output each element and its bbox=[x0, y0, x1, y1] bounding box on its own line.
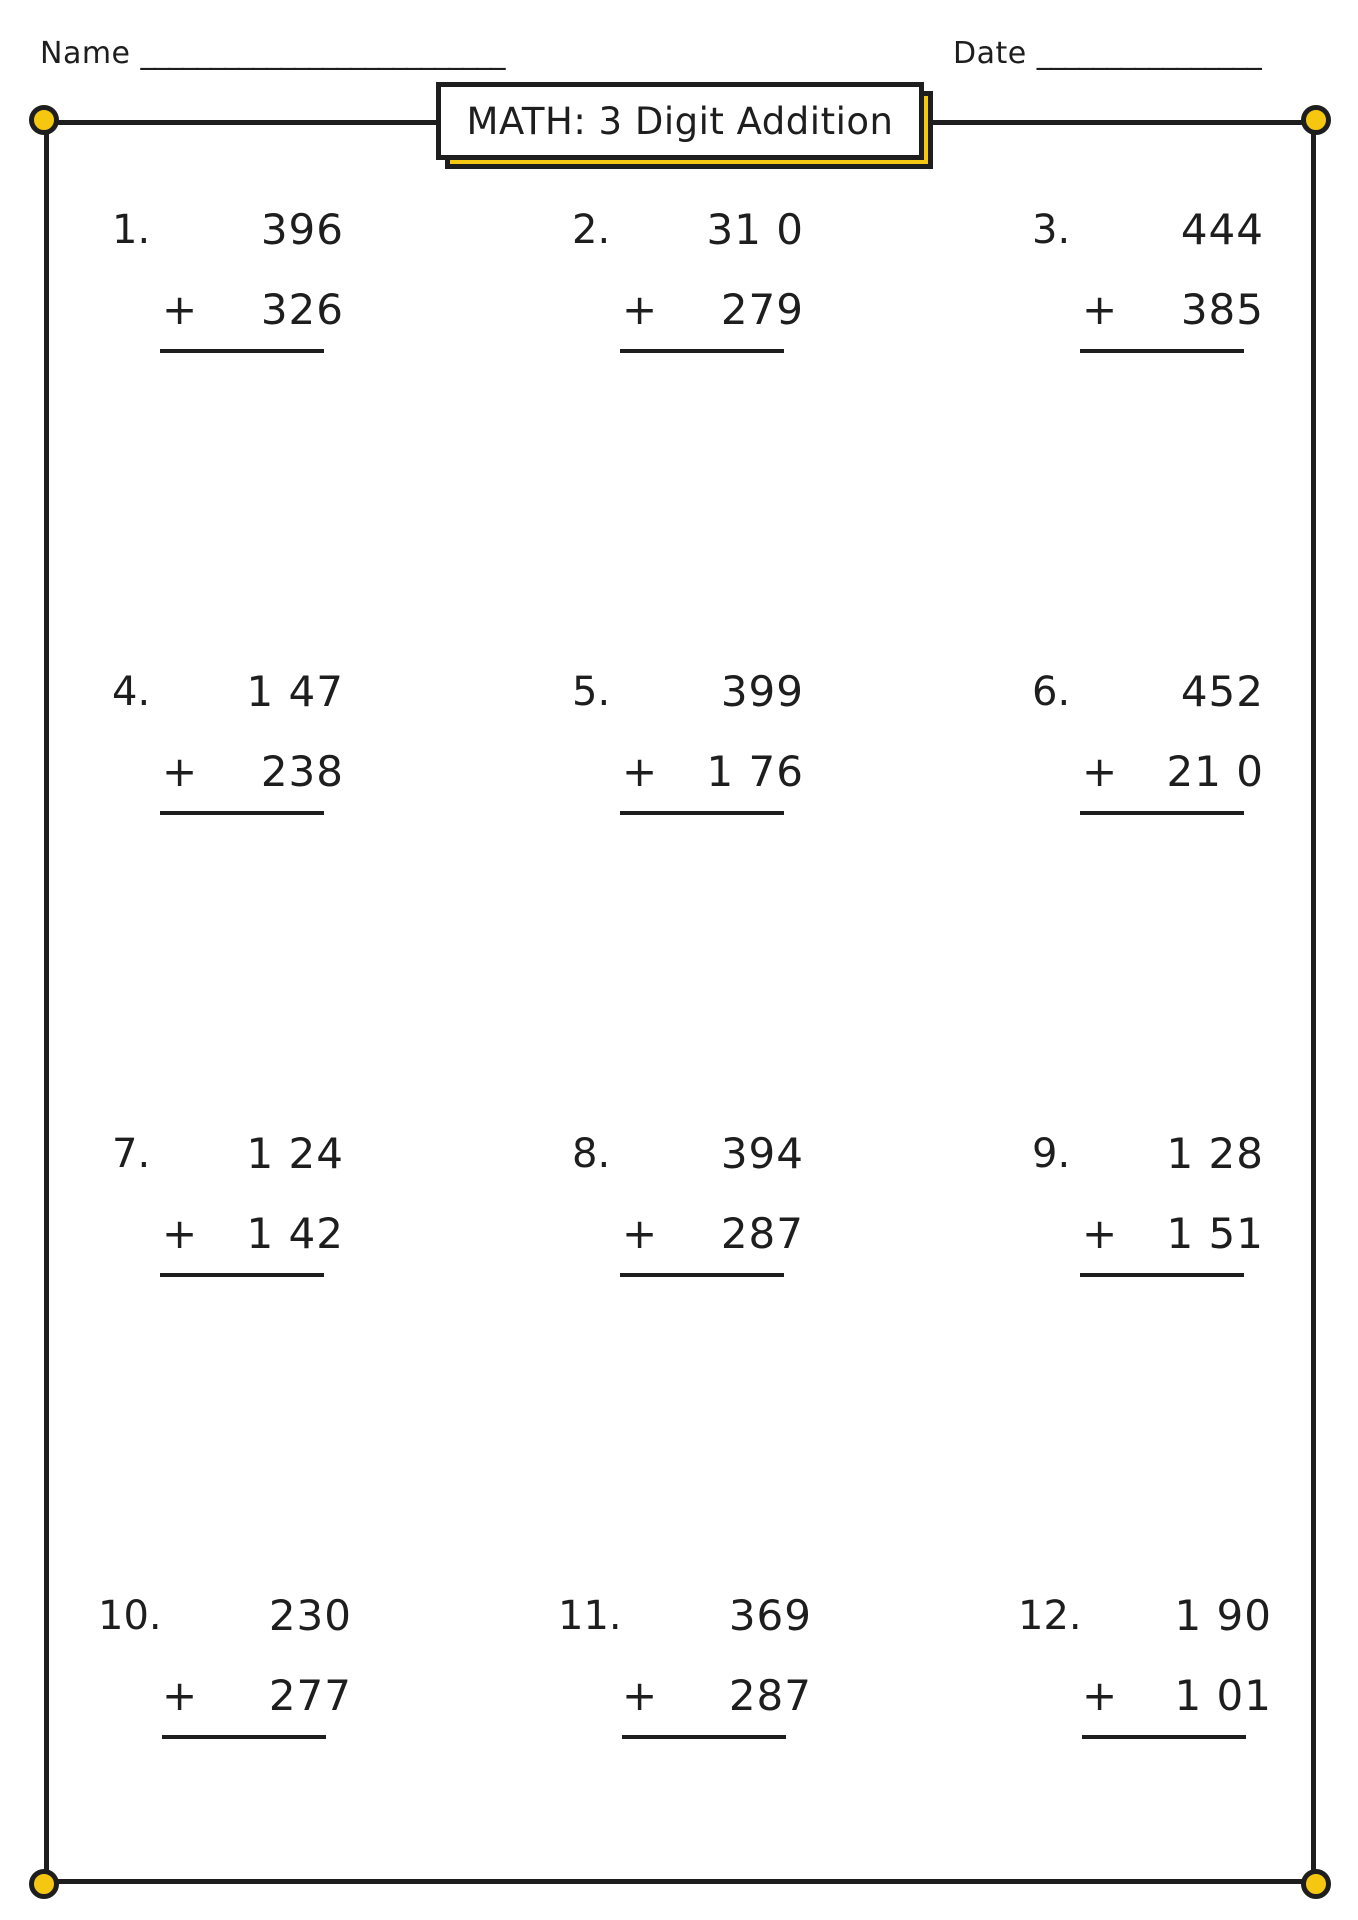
problem-number: 1. bbox=[112, 207, 151, 253]
problem-5 bbox=[572, 667, 848, 817]
bottom-addend: 287 bbox=[728, 1671, 812, 1720]
problem-number: 7. bbox=[112, 1131, 151, 1177]
problem-number: 5. bbox=[572, 669, 611, 715]
bottom-addend: 326 bbox=[260, 285, 344, 334]
problem-1 bbox=[112, 205, 388, 355]
problem-4 bbox=[112, 667, 388, 817]
problem-number: 12. bbox=[1018, 1593, 1082, 1639]
problem-10 bbox=[98, 1591, 388, 1741]
answer-line bbox=[1080, 1273, 1244, 1277]
top-addend: 1 28 bbox=[1166, 1129, 1264, 1178]
plus-sign: + bbox=[622, 1209, 658, 1258]
name-blank-line: __________________________ bbox=[140, 36, 505, 71]
top-addend: 369 bbox=[728, 1591, 812, 1640]
plus-sign: + bbox=[1082, 1671, 1118, 1720]
corner-dot-bottom-right bbox=[1301, 1869, 1331, 1899]
answer-line bbox=[622, 1735, 786, 1739]
problem-number: 9. bbox=[1032, 1131, 1071, 1177]
bottom-addend: 279 bbox=[720, 285, 804, 334]
top-addend: 1 24 bbox=[246, 1129, 344, 1178]
corner-dot-top-left bbox=[29, 105, 59, 135]
plus-sign: + bbox=[162, 1209, 198, 1258]
bottom-addend: 287 bbox=[720, 1209, 804, 1258]
bottom-addend: 385 bbox=[1180, 285, 1264, 334]
plus-sign: + bbox=[1082, 1209, 1118, 1258]
answer-line bbox=[620, 811, 784, 815]
corner-dot-bottom-left bbox=[29, 1869, 59, 1899]
answer-line bbox=[1080, 811, 1244, 815]
top-addend: 1 90 bbox=[1174, 1591, 1272, 1640]
answer-line bbox=[1080, 349, 1244, 353]
date-blank-line: ________________ bbox=[1036, 36, 1261, 71]
top-addend: 31 0 bbox=[706, 205, 804, 254]
bottom-addend: 1 01 bbox=[1174, 1671, 1272, 1720]
problem-number: 8. bbox=[572, 1131, 611, 1177]
problem-9 bbox=[1032, 1129, 1308, 1279]
answer-line bbox=[162, 1735, 326, 1739]
top-addend: 1 47 bbox=[246, 667, 344, 716]
bottom-addend: 1 42 bbox=[246, 1209, 344, 1258]
plus-sign: + bbox=[1082, 747, 1118, 796]
name-label: Name bbox=[40, 36, 131, 71]
problem-number: 11. bbox=[558, 1593, 622, 1639]
problem-number: 10. bbox=[98, 1593, 162, 1639]
top-addend: 394 bbox=[720, 1129, 804, 1178]
plus-sign: + bbox=[622, 285, 658, 334]
problem-8 bbox=[572, 1129, 848, 1279]
bottom-addend: 277 bbox=[268, 1671, 352, 1720]
answer-line bbox=[1082, 1735, 1246, 1739]
problem-11 bbox=[558, 1591, 848, 1741]
top-addend: 230 bbox=[268, 1591, 352, 1640]
problem-number: 3. bbox=[1032, 207, 1071, 253]
date-field bbox=[953, 30, 1261, 78]
plus-sign: + bbox=[1082, 285, 1118, 334]
answer-line bbox=[160, 811, 324, 815]
top-addend: 396 bbox=[260, 205, 344, 254]
bottom-addend: 21 0 bbox=[1166, 747, 1264, 796]
name-field bbox=[40, 30, 505, 78]
plus-sign: + bbox=[162, 1671, 198, 1720]
problem-12 bbox=[1018, 1591, 1308, 1741]
plus-sign: + bbox=[622, 747, 658, 796]
plus-sign: + bbox=[162, 747, 198, 796]
top-addend: 444 bbox=[1180, 205, 1264, 254]
problem-number: 4. bbox=[112, 669, 151, 715]
answer-line bbox=[160, 349, 324, 353]
problem-number: 2. bbox=[572, 207, 611, 253]
answer-line bbox=[620, 1273, 784, 1277]
problem-7 bbox=[112, 1129, 388, 1279]
problem-2 bbox=[572, 205, 848, 355]
worksheet-title: MATH: 3 Digit Addition bbox=[436, 82, 924, 160]
corner-dot-top-right bbox=[1301, 105, 1331, 135]
answer-line bbox=[160, 1273, 324, 1277]
date-label: Date bbox=[953, 36, 1027, 71]
bottom-addend: 238 bbox=[260, 747, 344, 796]
plus-sign: + bbox=[162, 285, 198, 334]
problem-6 bbox=[1032, 667, 1308, 817]
problem-3 bbox=[1032, 205, 1308, 355]
bottom-addend: 1 51 bbox=[1166, 1209, 1264, 1258]
problem-number: 6. bbox=[1032, 669, 1071, 715]
bottom-addend: 1 76 bbox=[706, 747, 804, 796]
answer-line bbox=[620, 349, 784, 353]
top-addend: 452 bbox=[1180, 667, 1264, 716]
plus-sign: + bbox=[622, 1671, 658, 1720]
top-addend: 399 bbox=[720, 667, 804, 716]
